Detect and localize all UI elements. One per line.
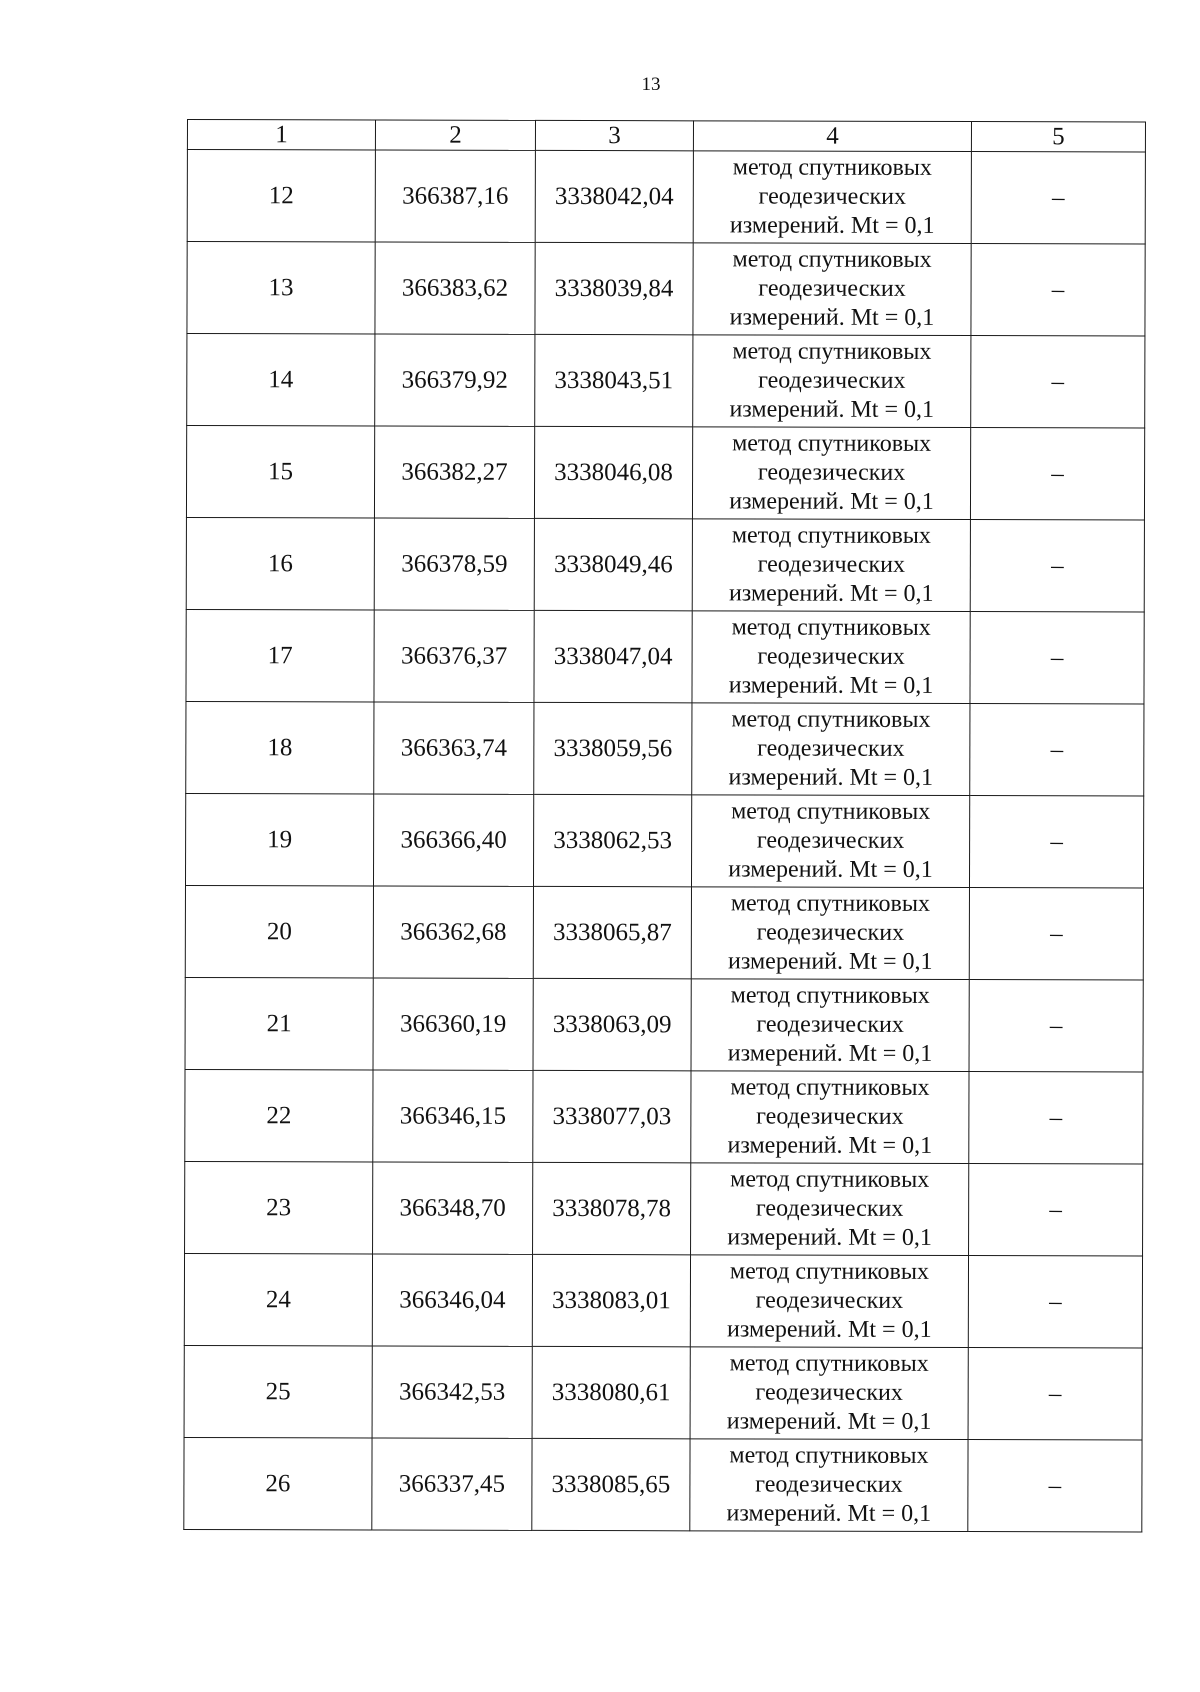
method-line: метод спутниковых: [731, 706, 931, 733]
table-header-row: [187, 120, 1145, 153]
method-line: метод спутниковых: [732, 246, 932, 273]
method-line: метод спутниковых: [730, 1074, 930, 1101]
y-coordinate-cell: 3338077,03: [533, 1070, 691, 1162]
method-line: геодезических: [755, 1471, 903, 1498]
note-cell: –: [971, 152, 1145, 244]
table-row: [185, 885, 1143, 980]
note-cell: –: [970, 520, 1144, 612]
x-coordinate-cell: 366379,92: [375, 334, 535, 426]
note-cell: –: [968, 1440, 1142, 1532]
point-number-cell: 14: [187, 334, 375, 426]
point-number-cell: 25: [184, 1345, 372, 1437]
x-coordinate-cell: 366337,45: [372, 1438, 532, 1530]
method-line: геодезических: [758, 275, 906, 302]
method-line: геодезических: [757, 643, 905, 670]
method-line: геодезических: [758, 367, 906, 394]
method-line: метод спутниковых: [729, 1442, 929, 1469]
note-cell: –: [968, 1256, 1142, 1348]
method-cell: [690, 1255, 968, 1348]
point-number-cell: 20: [185, 885, 373, 977]
x-coordinate-cell: 366376,37: [374, 610, 534, 702]
y-coordinate-cell: 3338063,09: [533, 978, 691, 1070]
note-cell: –: [971, 336, 1145, 428]
method-cell: [692, 611, 970, 704]
point-number-cell: 23: [185, 1161, 373, 1253]
method-line: метод спутниковых: [729, 1350, 929, 1377]
x-coordinate-cell: 366382,27: [374, 426, 534, 518]
column-header: 1: [187, 120, 375, 150]
method-line: измерений. Mt = 0,1: [726, 1408, 932, 1435]
method-line: геодезических: [755, 1195, 904, 1222]
note-cell: –: [971, 244, 1145, 336]
method-line: геодезических: [756, 1011, 904, 1038]
point-number-cell: 16: [186, 517, 374, 609]
method-line: геодезических: [758, 183, 907, 210]
point-number-cell: 17: [186, 609, 374, 701]
note-cell: –: [968, 1348, 1142, 1440]
method-line: измерений. Mt = 0,1: [729, 212, 935, 239]
table-row: [186, 517, 1144, 612]
note-cell: –: [969, 888, 1143, 980]
point-number-cell: 13: [187, 242, 375, 334]
method-line: геодезических: [757, 551, 906, 578]
table-row: [187, 150, 1145, 245]
point-number-cell: 18: [186, 701, 374, 793]
method-line: метод спутниковых: [732, 338, 932, 365]
table-body: [184, 150, 1146, 1533]
method-line: метод спутниковых: [730, 1166, 930, 1193]
x-coordinate-cell: 366378,59: [374, 518, 534, 610]
x-coordinate-cell: 366360,19: [373, 978, 533, 1070]
method-line: измерений. Mt = 0,1: [727, 1224, 932, 1251]
y-coordinate-cell: 3338080,61: [532, 1346, 690, 1438]
note-cell: –: [969, 1164, 1143, 1256]
method-cell: [692, 427, 970, 520]
method-cell: [690, 1439, 968, 1532]
method-cell: [691, 887, 969, 980]
point-number-cell: 21: [185, 977, 373, 1069]
method-line: измерений. Mt = 0,1: [727, 1316, 932, 1343]
method-cell: [693, 151, 971, 244]
table-row: [184, 1345, 1142, 1440]
method-line: измерений. Mt = 0,1: [727, 1132, 933, 1159]
y-coordinate-cell: 3338046,08: [534, 426, 692, 518]
y-coordinate-cell: 3338078,78: [533, 1162, 691, 1254]
x-coordinate-cell: 366362,68: [373, 886, 533, 978]
method-line: метод спутниковых: [730, 982, 930, 1009]
y-coordinate-cell: 3338043,51: [535, 334, 693, 426]
x-coordinate-cell: 366346,04: [372, 1254, 532, 1346]
table-row: [187, 334, 1145, 429]
method-cell: [690, 1347, 968, 1440]
column-header: 4: [693, 121, 971, 152]
x-coordinate-cell: 366346,15: [373, 1070, 533, 1162]
note-cell: –: [969, 1072, 1143, 1164]
method-line: метод спутниковых: [729, 1258, 930, 1285]
method-line: метод спутниковых: [732, 154, 932, 181]
method-line: измерений. Mt = 0,1: [728, 580, 934, 607]
method-line: геодезических: [755, 1287, 904, 1314]
y-coordinate-cell: 3338039,84: [535, 242, 693, 334]
method-cell: [691, 979, 969, 1072]
table-row: [184, 1437, 1142, 1532]
point-number-cell: 22: [185, 1069, 373, 1161]
table-row: [187, 242, 1145, 337]
table-row: [186, 609, 1144, 704]
table-row: [185, 793, 1143, 888]
method-line: измерений. Mt = 0,1: [727, 1040, 933, 1067]
method-line: метод спутниковых: [731, 614, 931, 641]
column-header: 2: [375, 120, 535, 150]
table-row: [186, 701, 1144, 796]
method-line: метод спутниковых: [731, 522, 931, 549]
note-cell: –: [970, 704, 1144, 796]
table-row: [185, 1161, 1143, 1256]
method-line: измерений. Mt = 0,1: [729, 488, 934, 515]
x-coordinate-cell: 366366,40: [373, 794, 533, 886]
table-row: [185, 977, 1143, 1072]
y-coordinate-cell: 3338085,65: [532, 1438, 690, 1530]
point-number-cell: 19: [185, 793, 373, 885]
method-line: геодезических: [756, 919, 905, 946]
method-line: измерений. Mt = 0,1: [729, 396, 935, 423]
method-line: геодезических: [756, 827, 905, 854]
table-row: [184, 1253, 1142, 1348]
note-cell: –: [970, 612, 1144, 704]
table-row: [186, 426, 1144, 521]
method-cell: [692, 703, 970, 796]
y-coordinate-cell: 3338047,04: [534, 610, 692, 702]
coordinates-table: [183, 119, 1146, 1533]
column-header: 5: [971, 122, 1145, 152]
y-coordinate-cell: 3338042,04: [535, 150, 693, 242]
method-line: метод спутниковых: [732, 430, 932, 457]
method-line: геодезических: [757, 459, 906, 486]
x-coordinate-cell: 366363,74: [374, 702, 534, 794]
y-coordinate-cell: 3338062,53: [533, 794, 691, 886]
note-cell: –: [969, 980, 1143, 1072]
method-line: измерений. Mt = 0,1: [728, 672, 934, 699]
y-coordinate-cell: 3338059,56: [534, 702, 692, 794]
x-coordinate-cell: 366387,16: [375, 150, 535, 242]
method-line: измерений. Mt = 0,1: [726, 1500, 932, 1527]
x-coordinate-cell: 366342,53: [372, 1346, 532, 1438]
y-coordinate-cell: 3338065,87: [533, 886, 691, 978]
point-number-cell: 24: [184, 1253, 372, 1345]
point-number-cell: 12: [187, 150, 375, 242]
method-line: измерений. Mt = 0,1: [729, 304, 935, 331]
y-coordinate-cell: 3338049,46: [534, 518, 692, 610]
method-cell: [693, 335, 971, 428]
method-cell: [691, 1163, 969, 1256]
method-cell: [691, 795, 969, 888]
method-line: геодезических: [757, 735, 905, 762]
method-line: геодезических: [756, 1103, 904, 1130]
method-cell: [693, 243, 971, 336]
method-line: измерений. Mt = 0,1: [728, 764, 934, 791]
page-number: 13: [641, 74, 661, 95]
table-row: [185, 1069, 1143, 1164]
note-cell: –: [969, 796, 1143, 888]
note-cell: –: [970, 428, 1144, 520]
method-cell: [692, 519, 970, 612]
x-coordinate-cell: 366348,70: [373, 1162, 533, 1254]
method-line: метод спутниковых: [730, 890, 931, 917]
method-line: метод спутниковых: [731, 798, 931, 825]
column-header: 3: [535, 120, 693, 150]
point-number-cell: 15: [186, 426, 374, 518]
x-coordinate-cell: 366383,62: [375, 242, 535, 334]
method-cell: [691, 1071, 969, 1164]
method-line: измерений. Mt = 0,1: [728, 856, 933, 883]
y-coordinate-cell: 3338083,01: [532, 1254, 690, 1346]
point-number-cell: 26: [184, 1437, 372, 1529]
method-line: геодезических: [755, 1379, 903, 1406]
method-line: измерений. Mt = 0,1: [727, 948, 933, 975]
